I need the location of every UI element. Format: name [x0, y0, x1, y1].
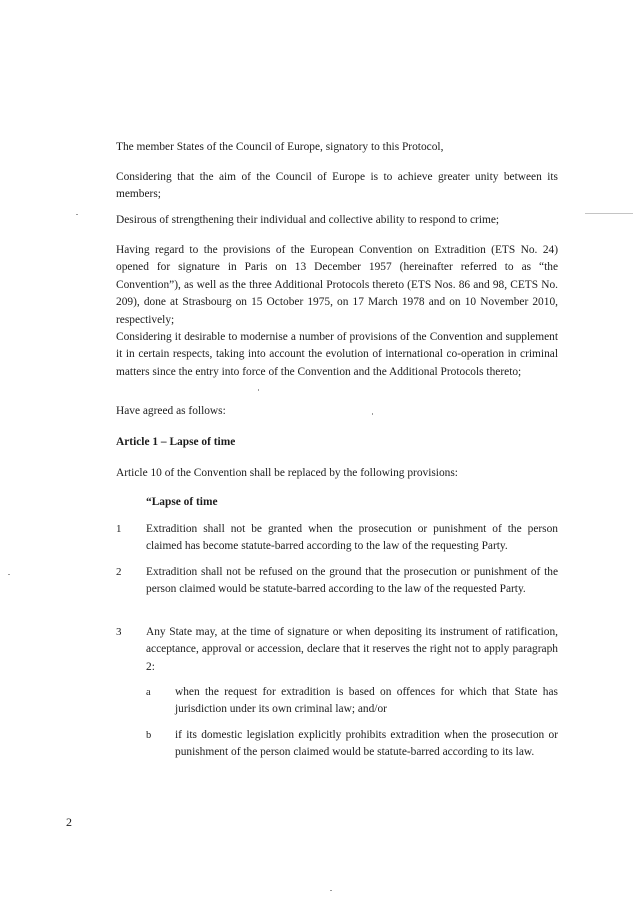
considering-aim-paragraph: Considering that the aim of the Council of Europe is to achieve greater unity between its members;: [116, 171, 558, 201]
scan-mark: [76, 214, 78, 215]
item-text: Extradition shall not be refused on the ground that the prosecution or punishment of the person claimed would be statute-barred according to the law of the requested Party.: [146, 566, 558, 596]
scan-mark: [330, 890, 332, 891]
agreed-text: Have agreed as follows:: [116, 405, 226, 417]
quoted-heading: “Lapse of time: [146, 496, 218, 508]
scan-mark: [585, 213, 633, 214]
article-intro: Article 10 of the Convention shall be replaced by the following provisions:: [116, 467, 458, 479]
item-number: 3: [116, 626, 122, 638]
subitem-text: when the request for extradition is based on offences for which that State has jurisdiction under its own criminal law; and/or: [175, 686, 558, 716]
item-text: Any State may, at the time of signature or when depositing its instrument of ratification, acceptance, approval or accession, declare that it reserves the right not to apply paragraph 2:: [146, 626, 558, 673]
considering-modernise-paragraph: Considering it desirable to modernise a number of provisions of the Convention and supplement it in certain respects, taking into account the evolution of international co-operation in criminal matters since the entry into force of the Convention and the Additional Protocols thereto;: [116, 331, 558, 378]
scan-mark: [8, 574, 10, 575]
item-number: 2: [116, 566, 122, 578]
article-heading: Article 1 – Lapse of time: [116, 436, 236, 448]
page-number: 2: [66, 815, 72, 829]
item-text: Extradition shall not be granted when the prosecution or punishment of the person claimed has become statute-barred according to the law of the requesting Party.: [146, 523, 558, 553]
scan-mark: [258, 389, 259, 391]
having-regard-paragraph: Having regard to the provisions of the European Convention on Extradition (ETS No. 24) opened for signature in Paris on 13 December 1957 (hereinafter referred to as “the Convention”), as well as the three Additional Protocols thereto (ETS Nos. 86 and 98, CETS No. 209), done at Strasbourg on 15 October 1975, on 17 March 1978 and on 10 November 2010, respectively;: [116, 244, 558, 326]
subitem-text: if its domestic legislation explicitly prohibits extradition when the prosecution or punishment of the person claimed would be statute-barred according to its law.: [175, 729, 558, 759]
scan-mark: [372, 413, 373, 415]
preamble-text: The member States of the Council of Europe, signatory to this Protocol,: [116, 141, 444, 153]
subitem-letter: a: [146, 687, 151, 698]
item-number: 1: [116, 523, 122, 535]
subitem-letter: b: [146, 730, 152, 741]
desirous-paragraph: Desirous of strengthening their individual and collective ability to respond to crime;: [116, 214, 500, 226]
